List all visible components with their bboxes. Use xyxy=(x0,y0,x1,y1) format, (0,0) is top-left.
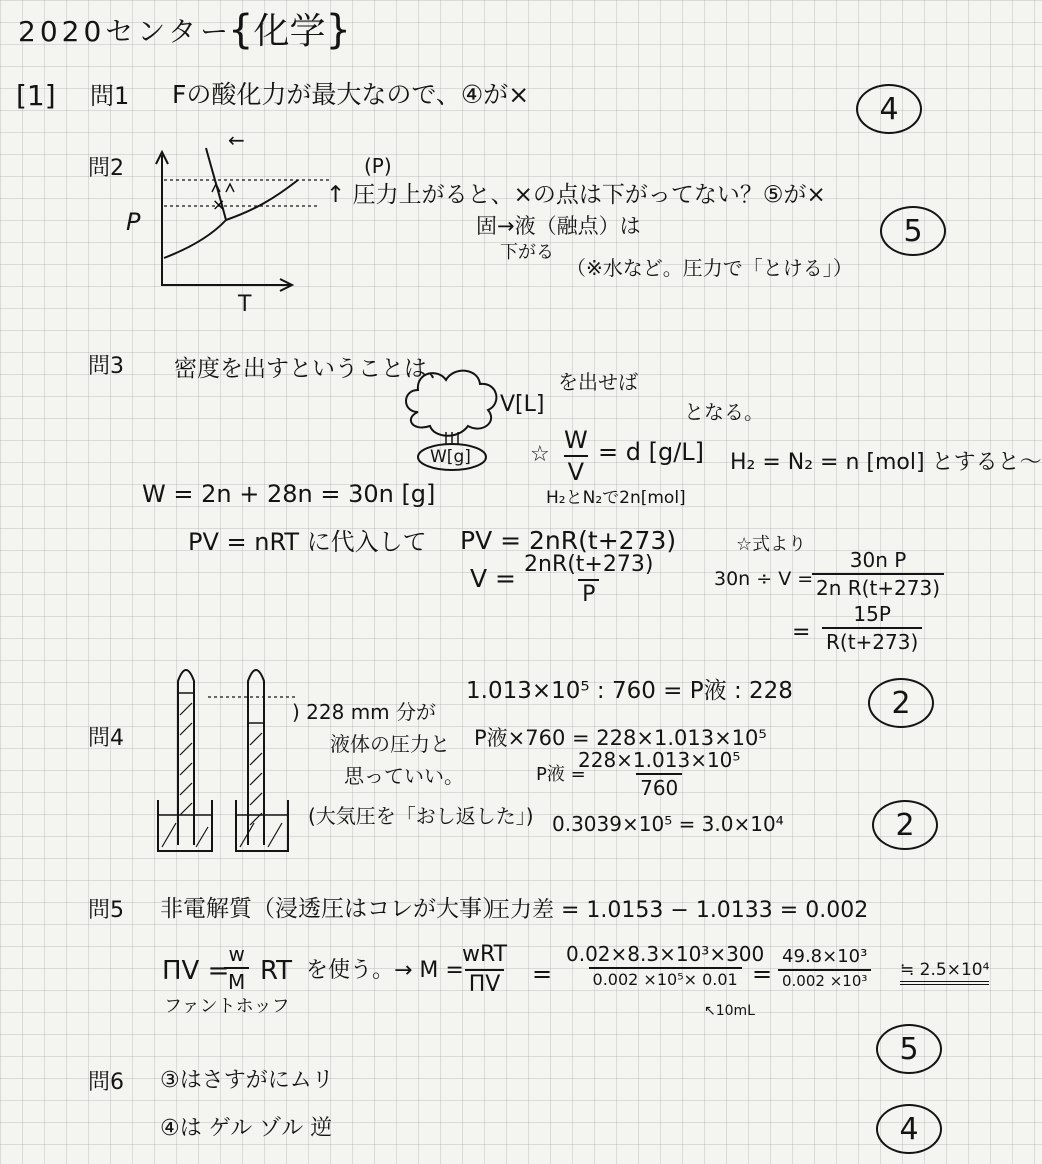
q5-frac1-num: 0.02×8.3×10³×300 xyxy=(566,942,765,966)
q3-intro: 密度を出すということは、 xyxy=(174,356,450,382)
q5-approx: ≒ 2.5×10⁴ xyxy=(900,962,989,985)
q5-diff: 圧力差 = 1.0153 − 1.0133 = 0.002 xyxy=(488,898,869,923)
q3-w-eq: W = 2n + 28n = 30n [g] xyxy=(142,480,436,508)
q4-answer-circle-a: 2 xyxy=(868,678,934,728)
q3-result-fraction xyxy=(822,604,922,652)
q3-div-lhs: 30n ÷ V = xyxy=(714,568,814,590)
q3-v-den: P xyxy=(578,579,599,606)
q5-wrt-fraction xyxy=(458,944,511,996)
q4-eq1: 1.013×10⁵ : 760 = P液 : 228 xyxy=(466,678,793,704)
cross-mark-icon: × xyxy=(212,195,226,214)
q5-label: 問5 xyxy=(88,898,124,923)
q5-pi-lhs: ΠV = xyxy=(162,956,230,986)
q2-line4: （※水など。圧力で「とける」） xyxy=(566,256,853,280)
q5-vant: ファントホッフ xyxy=(164,996,290,1017)
up-arrow-small-icon xyxy=(212,184,220,192)
q6-line2: ④は ゲル ゾル 逆 xyxy=(160,1116,333,1141)
q3-div-fraction xyxy=(812,550,944,598)
q5-m-den: M xyxy=(224,967,249,992)
q3-eq-sign: = xyxy=(792,620,811,645)
q5-use: を使う。→ M = xyxy=(306,958,464,983)
subject-label: 化学 xyxy=(253,11,326,52)
q3-wv-num: W xyxy=(564,426,588,454)
q4-note3: 思っていい。 xyxy=(344,764,464,788)
q3-star-note: ☆式より xyxy=(736,534,807,555)
q2-axis-p: P xyxy=(126,208,141,236)
q4-p-den: 760 xyxy=(636,773,682,798)
q1-text: Fの酸化力が最大なので、④が× xyxy=(172,80,530,109)
q3-naru: となる。 xyxy=(684,400,764,424)
q5-eq-sign-1: = xyxy=(532,960,553,988)
q3-pv-eq: PV = 2nR(t+273) xyxy=(460,526,677,555)
up-arrow-small-icon-2 xyxy=(226,184,234,192)
q3-div-num: 30n P xyxy=(849,548,907,572)
q3-div-den: 2n R(t+273) xyxy=(812,573,944,598)
q2-line2: 固→液（融点）は xyxy=(476,214,641,238)
subject-title xyxy=(228,7,351,53)
q5-frac1 xyxy=(562,944,768,988)
q5-desc: 非電解質（浸透圧はコレが大事） xyxy=(160,896,505,922)
q5-frac1-den: 0.002 ×10⁵× 0.01 xyxy=(589,967,742,988)
q2-line3: 下がる xyxy=(500,242,554,263)
q3-label: 問3 xyxy=(88,354,124,379)
q5-w-over-m xyxy=(224,944,249,992)
left-tube xyxy=(178,670,194,845)
left-beaker xyxy=(158,800,212,851)
barometer-tubes-diagram xyxy=(150,655,310,860)
q3-v-label: V[L] xyxy=(500,392,545,417)
q3-v-num: 2nR(t+273) xyxy=(524,552,654,577)
q1-answer-circle: 4 xyxy=(856,84,922,134)
q3-result-num: 15P xyxy=(853,602,891,626)
q5-w-num: w xyxy=(228,942,245,966)
note-header-year: 2020センター xyxy=(18,15,233,48)
q4-label: 問4 xyxy=(88,726,124,751)
star-icon: ☆ xyxy=(530,442,550,467)
q4-p-num: 228×1.013×10⁵ xyxy=(578,748,741,772)
q6-label: 問6 xyxy=(88,1070,124,1095)
boiling-curve xyxy=(226,180,298,220)
q4-eq2: P液×760 = 228×1.013×10⁵ xyxy=(474,726,767,750)
q3-w-label: W[g] xyxy=(430,447,471,467)
q4-note4: (大気圧を「おし返した」) xyxy=(308,804,534,828)
q3-v-note: を出せば xyxy=(558,370,638,394)
bracket-right-icon: } xyxy=(325,7,351,53)
q6-line1: ③はさすがにムリ xyxy=(160,1068,334,1093)
q6-answer-circle: 4 xyxy=(876,1104,942,1154)
q1-label: 問1 xyxy=(90,82,130,110)
phase-diagram xyxy=(120,130,320,315)
q2-label: 問2 xyxy=(88,156,124,181)
q3-v-fraction xyxy=(520,554,657,606)
q2-answer-circle: 5 xyxy=(880,206,946,256)
q4-note1: ) 228 mm 分が xyxy=(292,700,437,724)
q2-p-note: (P) xyxy=(364,154,392,178)
q3-pv-sub: PV = nRT に代入して xyxy=(188,528,427,556)
vapor-curve xyxy=(164,220,226,258)
q5-eq-sign-2: = xyxy=(752,960,773,988)
q4-p-lhs: P液 = xyxy=(536,764,586,785)
q5-answer-circle: 5 xyxy=(876,1024,942,1074)
q4-p-fraction xyxy=(574,750,744,798)
q3-v-lhs: V = xyxy=(470,564,516,593)
q5-frac2-num: 49.8×10³ xyxy=(782,946,868,967)
q2-line1: ↑ 圧力上がると、×の点は下がってない？⑤が× xyxy=(326,182,826,208)
q3-wv-fraction xyxy=(560,428,592,484)
q5-frac2 xyxy=(778,948,871,989)
q4-eq3: 0.3039×10⁵ = 3.0×10⁴ xyxy=(552,812,784,836)
q4-note2: 液体の圧力と xyxy=(330,732,450,756)
q5-piv-den: ΠV xyxy=(465,969,505,996)
q2-axis-t: T xyxy=(238,292,252,317)
q5-rt: RT xyxy=(260,956,293,986)
q3-wv-den: V xyxy=(564,455,588,484)
q2-arrow-icon: ← xyxy=(228,128,245,152)
q5-wrt-num: wRT xyxy=(462,942,508,967)
section-number: [1] xyxy=(16,79,56,112)
q3-result-den: R(t+273) xyxy=(822,627,922,652)
bracket-left-icon: { xyxy=(228,7,254,53)
q4-answer-circle-b: 2 xyxy=(872,800,938,850)
q5-ml-note: ↖10mL xyxy=(704,1003,755,1019)
q3-h2n2-note: H₂とN₂で2n[mol] xyxy=(546,488,686,508)
q3-h2n2: H₂ = N₂ = n [mol] とすると～ xyxy=(730,450,1042,475)
q5-frac2-den: 0.002 ×10³ xyxy=(778,969,871,989)
q3-wv-rhs: = d [g/L] xyxy=(598,438,705,466)
